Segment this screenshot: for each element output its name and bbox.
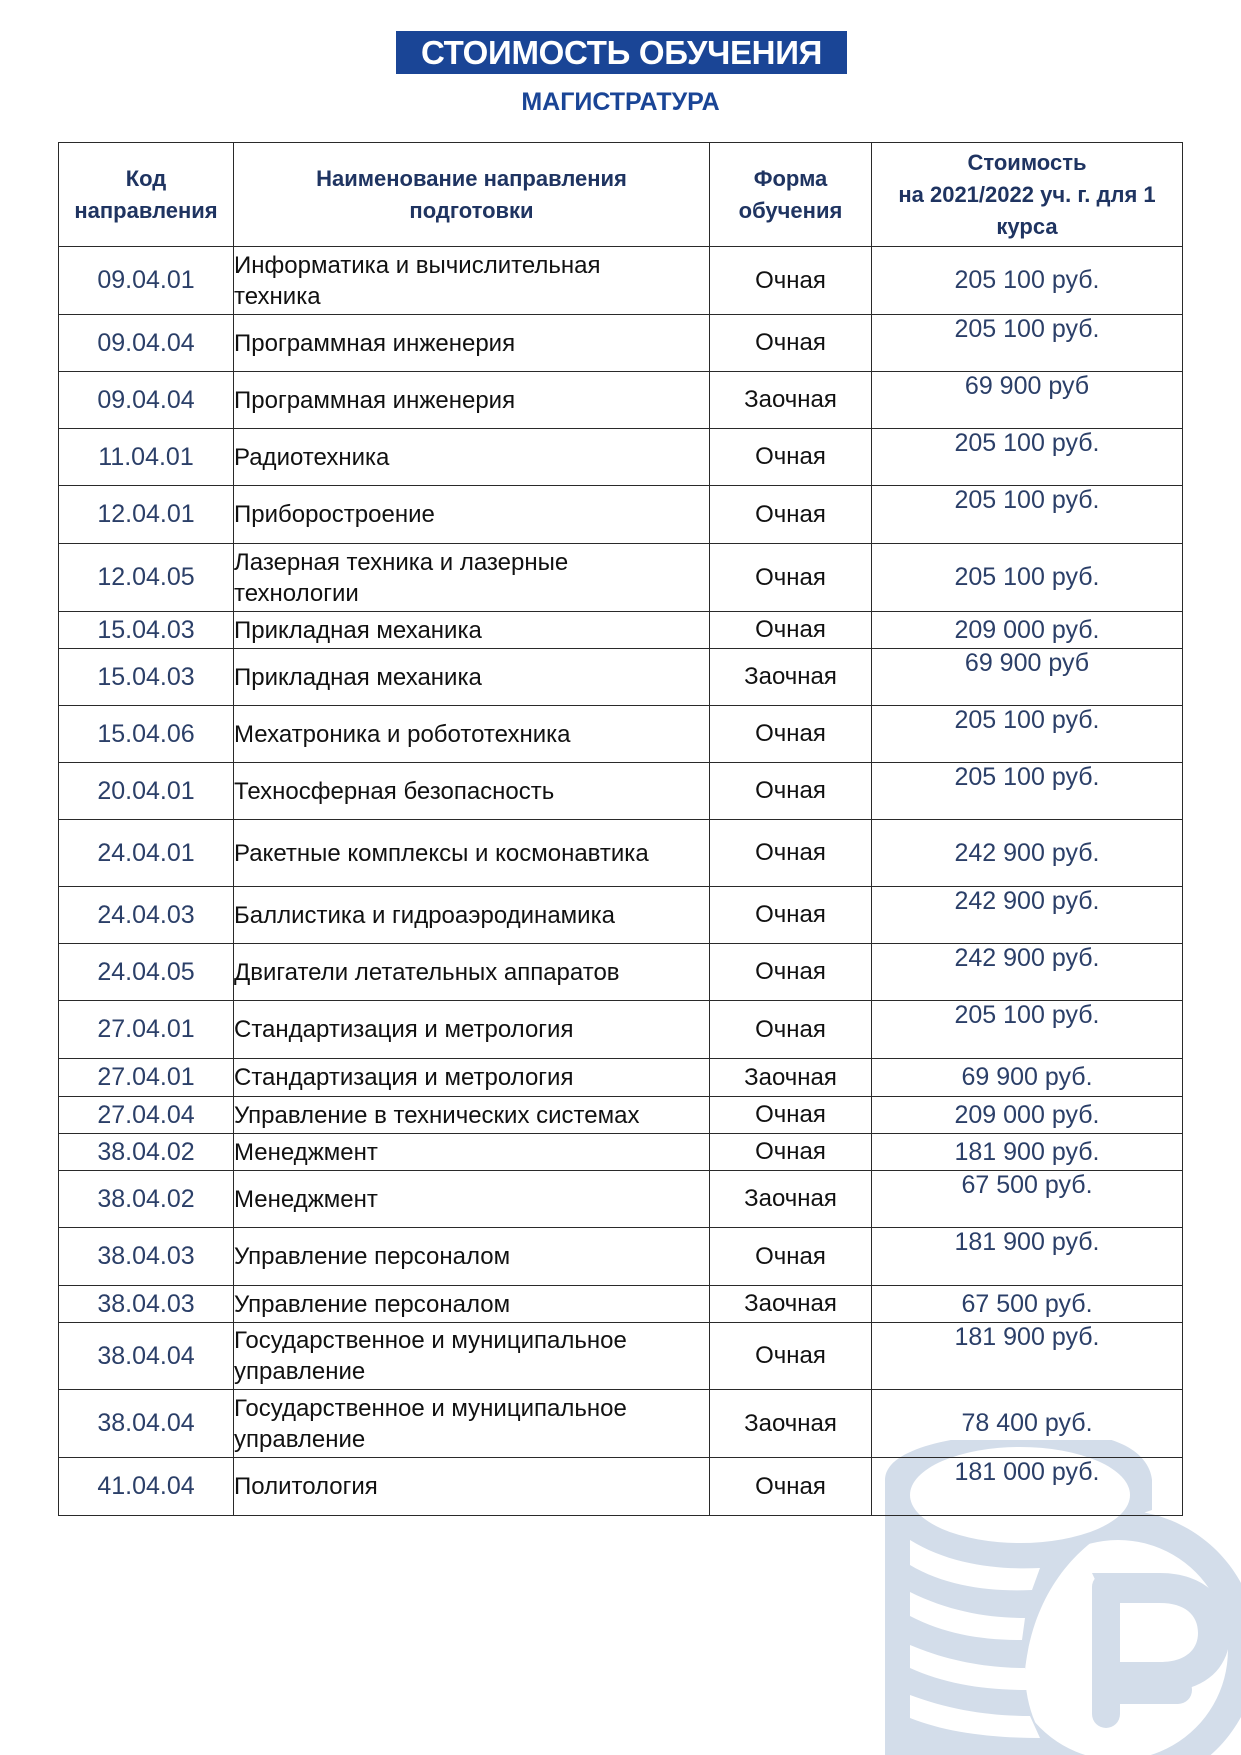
column-header-name (234, 143, 710, 247)
table-row (59, 1059, 1183, 1097)
study-form-cell: Очная (710, 706, 872, 763)
code-cell: 38.04.04 (59, 1323, 234, 1390)
price-cell: 69 900 руб. (872, 1059, 1183, 1097)
price-cell: 181 900 руб. (872, 1228, 1183, 1286)
program-name-cell: Стандартизация и метрология (234, 1059, 710, 1097)
column-header-price (872, 143, 1183, 247)
table-row (59, 1286, 1183, 1323)
price-cell: 205 100 руб. (872, 486, 1183, 544)
study-form-cell: Заочная (710, 1390, 872, 1458)
study-form-cell: Очная (710, 887, 872, 944)
program-name-cell: Мехатроника и робототехника (234, 706, 710, 763)
price-cell: 67 500 руб. (872, 1171, 1183, 1228)
study-form-cell: Очная (710, 1228, 872, 1286)
table-row (59, 1097, 1183, 1134)
header-line: обучения (738, 197, 843, 223)
price-cell: 205 100 руб. (872, 706, 1183, 763)
table-row (59, 1390, 1183, 1458)
study-form-cell: Очная (710, 820, 872, 887)
price-cell: 205 100 руб. (872, 763, 1183, 820)
table-row (59, 1171, 1183, 1228)
table-row (59, 1228, 1183, 1286)
program-name-cell: Радиотехника (234, 429, 710, 486)
table-row (59, 763, 1183, 820)
code-cell: 20.04.01 (59, 763, 234, 820)
program-name-cell: Лазерная техника и лазерные технологии (234, 544, 710, 612)
study-form-cell: Заочная (710, 372, 872, 429)
code-cell: 15.04.03 (59, 649, 234, 706)
code-cell: 09.04.04 (59, 372, 234, 429)
table-row (59, 612, 1183, 649)
price-cell: 181 900 руб. (872, 1134, 1183, 1171)
table-row (59, 1458, 1183, 1516)
study-form-cell: Очная (710, 544, 872, 612)
price-cell: 181 000 руб. (872, 1458, 1183, 1516)
program-name-cell: Государственное и муниципальное управление (234, 1390, 710, 1458)
price-cell: 205 100 руб. (872, 247, 1183, 315)
study-form-cell: Очная (710, 1001, 872, 1059)
study-form-cell: Очная (710, 763, 872, 820)
table-row (59, 1323, 1183, 1390)
table-header-row (59, 143, 1183, 247)
table-row (59, 1134, 1183, 1171)
header-line: Наименование направления (316, 165, 627, 191)
price-cell: 205 100 руб. (872, 429, 1183, 486)
study-form-cell: Очная (710, 486, 872, 544)
table-row (59, 649, 1183, 706)
price-cell: 209 000 руб. (872, 612, 1183, 649)
study-form-cell: Очная (710, 944, 872, 1001)
study-form-cell: Очная (710, 1323, 872, 1390)
price-cell: 205 100 руб. (872, 544, 1183, 612)
table-row (59, 544, 1183, 612)
code-cell: 38.04.04 (59, 1390, 234, 1458)
table-row (59, 887, 1183, 944)
table-row (59, 247, 1183, 315)
code-cell: 38.04.03 (59, 1286, 234, 1323)
column-header-code (59, 143, 234, 247)
header-line: направления (74, 197, 218, 223)
header-line: Форма (753, 165, 828, 191)
price-cell: 205 100 руб. (872, 1001, 1183, 1059)
page-title-text: СТОИМОСТЬ ОБУЧЕНИЯ (420, 33, 823, 71)
price-cell: 205 100 руб. (872, 315, 1183, 372)
program-name-cell: Программная инженерия (234, 372, 710, 429)
price-cell: 242 900 руб. (872, 887, 1183, 944)
program-name-cell: Менеджмент (234, 1171, 710, 1228)
program-name-cell: Управление в технических системах (234, 1097, 710, 1134)
header-line: Код (125, 165, 167, 191)
price-cell: 242 900 руб. (872, 820, 1183, 887)
price-cell: 181 900 руб. (872, 1323, 1183, 1390)
code-cell: 27.04.01 (59, 1059, 234, 1097)
column-header-form (710, 143, 872, 247)
program-name-cell: Двигатели летательных аппаратов (234, 944, 710, 1001)
program-name-cell: Ракетные комплексы и космонавтика (234, 820, 710, 887)
code-cell: 09.04.04 (59, 315, 234, 372)
price-cell: 69 900 руб (872, 372, 1183, 429)
program-name-cell: Стандартизация и метрология (234, 1001, 710, 1059)
header-line: подготовки (409, 197, 534, 223)
study-form-cell: Заочная (710, 1171, 872, 1228)
study-form-cell: Очная (710, 247, 872, 315)
study-form-cell: Заочная (710, 1059, 872, 1097)
study-form-cell: Очная (710, 1097, 872, 1134)
study-form-cell: Заочная (710, 649, 872, 706)
code-cell: 12.04.05 (59, 544, 234, 612)
program-name-cell: Прикладная механика (234, 649, 710, 706)
program-name-cell: Прикладная механика (234, 612, 710, 649)
header-line: на 2021/2022 уч. г. для 1 (898, 181, 1156, 207)
code-cell: 38.04.03 (59, 1228, 234, 1286)
code-cell: 27.04.01 (59, 1001, 234, 1059)
price-cell: 242 900 руб. (872, 944, 1183, 1001)
price-cell: 67 500 руб. (872, 1286, 1183, 1323)
code-cell: 24.04.03 (59, 887, 234, 944)
study-form-cell: Очная (710, 612, 872, 649)
code-cell: 15.04.03 (59, 612, 234, 649)
program-name-cell: Информатика и вычислительная техника (234, 247, 710, 315)
header-line: Стоимость (967, 149, 1087, 175)
study-form-cell: Очная (710, 1458, 872, 1516)
study-form-cell: Заочная (710, 1286, 872, 1323)
table-row (59, 944, 1183, 1001)
page-title (396, 31, 847, 74)
header-line: курса (996, 213, 1058, 239)
program-name-cell: Государственное и муниципальное управление (234, 1323, 710, 1390)
table-row (59, 372, 1183, 429)
code-cell: 12.04.01 (59, 486, 234, 544)
program-name-cell: Управление персоналом (234, 1286, 710, 1323)
code-cell: 11.04.01 (59, 429, 234, 486)
code-cell: 41.04.04 (59, 1458, 234, 1516)
program-name-cell: Техносферная безопасность (234, 763, 710, 820)
code-cell: 15.04.06 (59, 706, 234, 763)
program-name-cell: Политология (234, 1458, 710, 1516)
price-cell: 209 000 руб. (872, 1097, 1183, 1134)
code-cell: 38.04.02 (59, 1134, 234, 1171)
code-cell: 24.04.05 (59, 944, 234, 1001)
table-row (59, 486, 1183, 544)
table-row (59, 1001, 1183, 1059)
program-name-cell: Менеджмент (234, 1134, 710, 1171)
study-form-cell: Очная (710, 315, 872, 372)
code-cell: 38.04.02 (59, 1171, 234, 1228)
page-subtitle: МАГИСТРАТУРА (521, 88, 720, 116)
table-row (59, 820, 1183, 887)
table-row (59, 315, 1183, 372)
program-name-cell: Баллистика и гидроаэродинамика (234, 887, 710, 944)
code-cell: 27.04.04 (59, 1097, 234, 1134)
program-name-cell: Управление персоналом (234, 1228, 710, 1286)
tuition-table (58, 142, 1183, 1516)
price-cell: 69 900 руб (872, 649, 1183, 706)
table-row (59, 429, 1183, 486)
study-form-cell: Очная (710, 429, 872, 486)
program-name-cell: Программная инженерия (234, 315, 710, 372)
program-name-cell: Приборостроение (234, 486, 710, 544)
study-form-cell: Очная (710, 1134, 872, 1171)
price-cell: 78 400 руб. (872, 1390, 1183, 1458)
code-cell: 24.04.01 (59, 820, 234, 887)
code-cell: 09.04.01 (59, 247, 234, 315)
table-row (59, 706, 1183, 763)
